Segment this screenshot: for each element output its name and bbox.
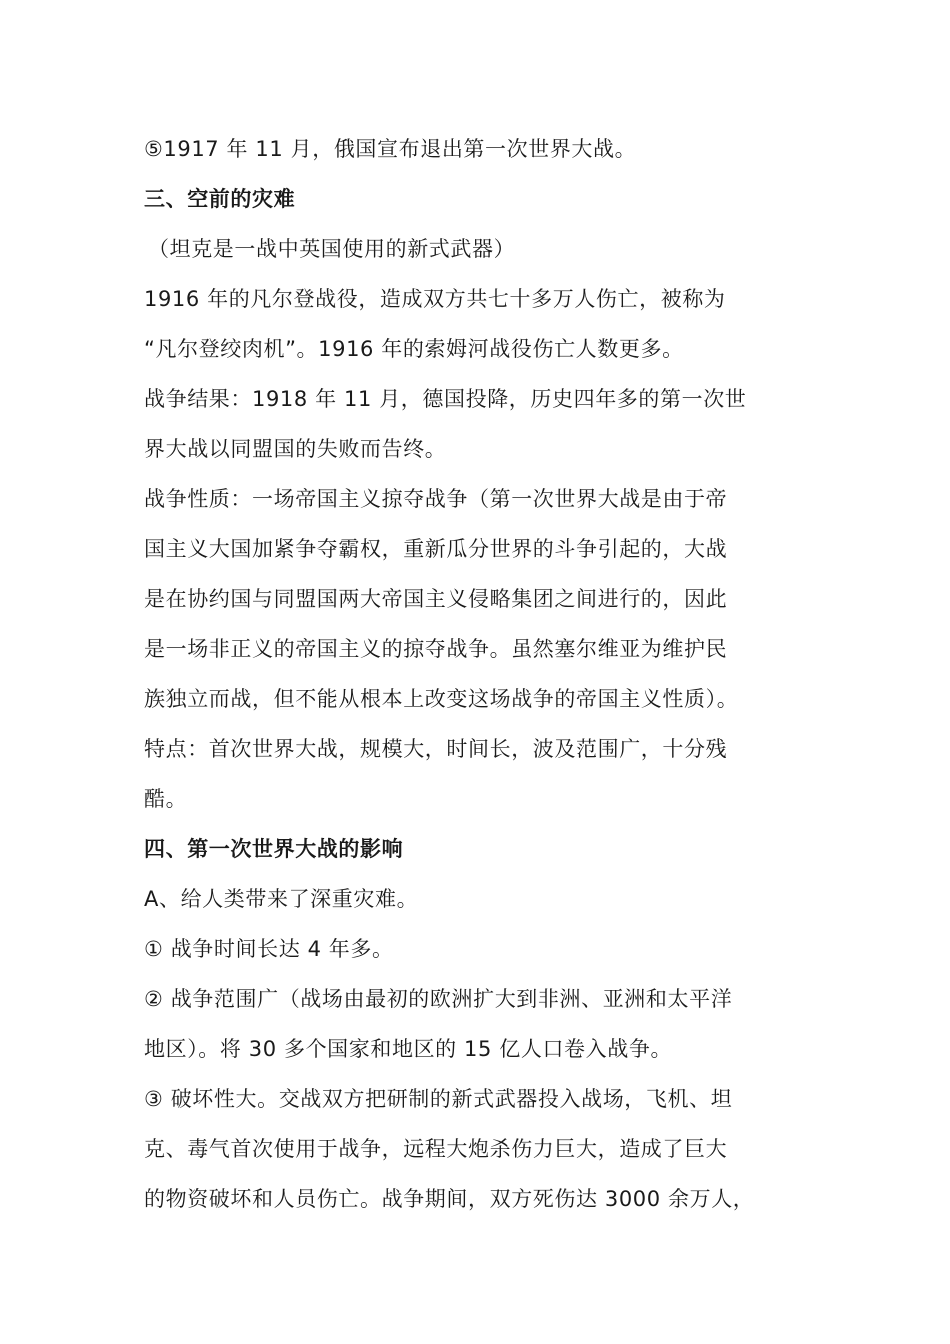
paragraph-line: 界大战以同盟国的失败而告终。 [144, 437, 447, 461]
paragraph-line: 是在协约国与同盟国两大帝国主义侵略集团之间进行的，因此 [144, 587, 728, 611]
paragraph-line: 战争性质：一场帝国主义掠夺战争（第一次世界大战是由于帝 [144, 487, 728, 511]
document-page [144, 124, 824, 1224]
paragraph-line: 1916 年的凡尔登战役，造成双方共七十多万人伤亡，被称为 [144, 287, 726, 311]
paragraph-line: ⑤1917 年 11 月，俄国宣布退出第一次世界大战。 [144, 137, 637, 161]
list-item: ③ 破坏性大。交战双方把研制的新式武器投入战场，飞机、坦 [144, 1087, 733, 1111]
list-item: ① 战争时间长达 4 年多。 [144, 937, 394, 961]
paragraph-line: 是一场非正义的帝国主义的掠夺战争。虽然塞尔维亚为维护民 [144, 637, 728, 661]
paragraph-line: 地区）。将 30 多个国家和地区的 15 亿人口卷入战争。 [144, 1037, 673, 1061]
section-heading: 三、空前的灾难 [144, 187, 296, 211]
paragraph-line: 战争结果：1918 年 11 月，德国投降，历史四年多的第一次世 [144, 387, 747, 411]
paragraph-line: A、给人类带来了深重灾难。 [144, 887, 419, 911]
paragraph-line: 的物资破坏和人员伤亡。战争期间，双方死伤达 3000 余万人， [144, 1187, 755, 1211]
paragraph-line: “凡尔登绞肉机”。1916 年的索姆河战役伤亡人数更多。 [144, 337, 684, 361]
list-item: ② 战争范围广（战场由最初的欧洲扩大到非洲、亚洲和太平洋 [144, 987, 733, 1011]
paragraph-line: 族独立而战，但不能从根本上改变这场战争的帝国主义性质）。 [144, 687, 739, 711]
section-heading: 四、第一次世界大战的影响 [144, 837, 404, 861]
paragraph-line: 酷。 [144, 787, 188, 811]
paragraph-line: 国主义大国加紧争夺霸权，重新瓜分世界的斗争引起的，大战 [144, 537, 728, 561]
paragraph-line: 克、毒气首次使用于战争，远程大炮杀伤力巨大，造成了巨大 [144, 1137, 728, 1161]
paragraph-line: （坦克是一战中英国使用的新式武器） [148, 237, 516, 261]
paragraph-line: 特点：首次世界大战，规模大，时间长，波及范围广，十分残 [144, 737, 728, 761]
